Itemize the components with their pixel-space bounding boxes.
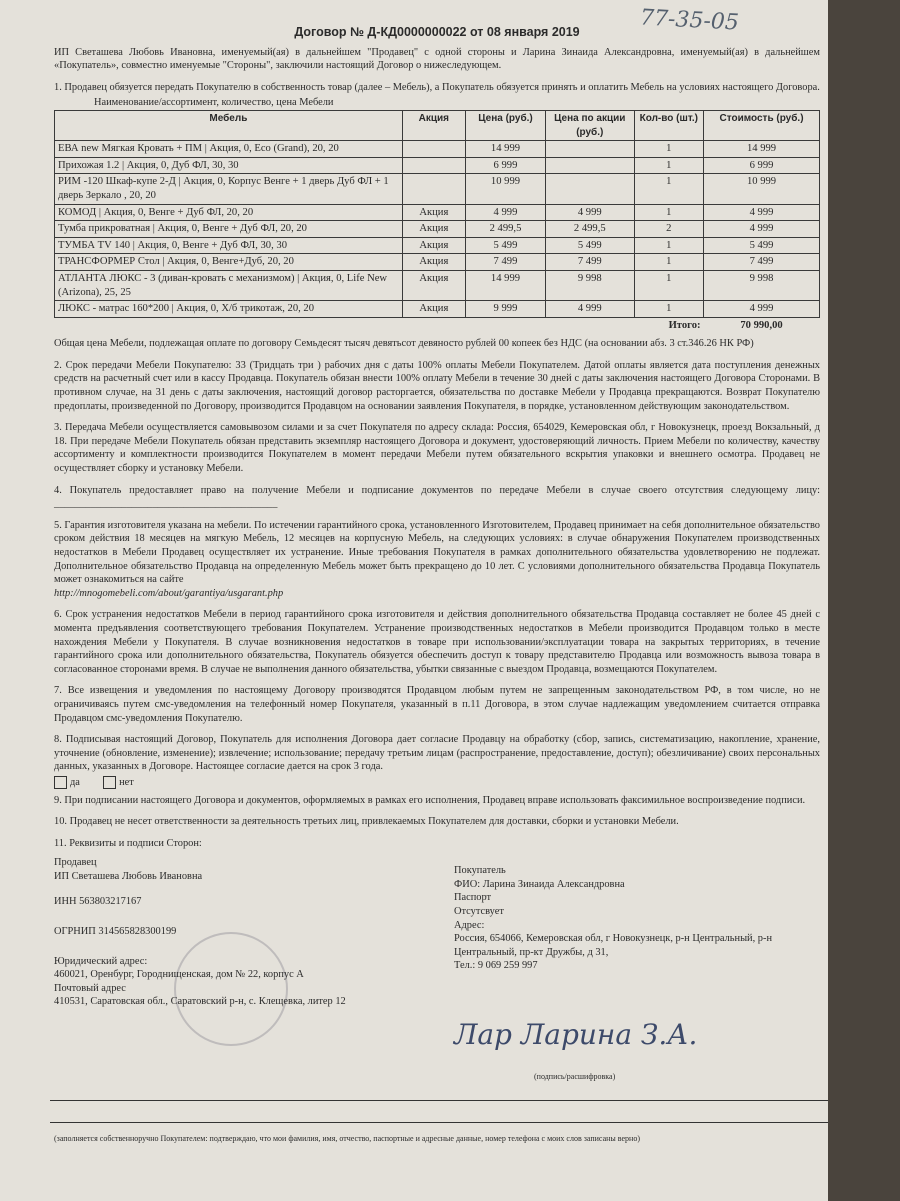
cell-cost: 4 999	[704, 221, 820, 238]
contract-body	[54, 20, 820, 1156]
table-row	[55, 141, 820, 158]
seller-postal-label: Почтовый адрес	[54, 982, 126, 994]
col-header-promo: Акция	[402, 110, 465, 140]
seller-inn: ИНН 563803217167	[54, 896, 142, 908]
table-row	[55, 174, 820, 204]
consent-no-checkbox[interactable]	[103, 776, 116, 789]
cell-promo	[402, 174, 465, 204]
col-header-cost: Стоимость (руб.)	[704, 110, 820, 140]
clause-9: 9. При подписании настоящего Договора и документов, оформляемых в рамках его исполнения, Продавец вправе использовать факсимильное воспроизведение подписи.	[54, 794, 806, 806]
cell-promo-price: 9 998	[546, 270, 635, 300]
cell-promo-price: 7 499	[546, 254, 635, 271]
seller-ogrnip: ОГРНИП 314565828300199	[54, 926, 177, 938]
table-row	[55, 204, 820, 221]
clause-4: 4. Покупатель предоставляет право на получение Мебели и подписание документов по передаче Мебели в случае своего отсутствия следующему лицу: ___________________________________________	[54, 484, 820, 510]
cell-cost: 14 999	[704, 141, 820, 158]
cell-promo	[402, 157, 465, 174]
cell-qty: 1	[634, 270, 704, 300]
cell-promo: Акция	[402, 221, 465, 238]
table-row	[55, 301, 820, 318]
cell-promo-price	[546, 141, 635, 158]
table-row	[55, 270, 820, 300]
clause-5-text: 5. Гарантия изготовителя указана на мебели. По истечении гарантийного срока, установленного Изготовителем, Продавец принимает на себя дополнительное обязательство сроком действия 18 месяцев на мягкую Мебель, 12 месяцев на корпусную Мебель, на следующих условиях: в случае обнаружения Покупателем производственных недостатков в Мебели Продавец осуществляет их устранение. Иные требования Покупателя в рамках дополнительного обязательства удовлетворению не подлежат. Дополнительное обязательство Продавца на определенную Мебель может быть прекращено до 10 лет. С условиями дополнительного обязательства Продавца Покупатель может ознакомиться на сайте	[54, 519, 820, 586]
total-label: Итого:	[668, 319, 701, 331]
buyer-label: Покупатель	[454, 865, 506, 877]
cell-cost: 6 999	[704, 157, 820, 174]
col-header-qty: Кол-во (шт.)	[634, 110, 704, 140]
cell-qty: 1	[634, 254, 704, 271]
seller-legal-label: Юридический адрес:	[54, 955, 148, 967]
cell-qty: 1	[634, 237, 704, 254]
consent-yes-checkbox[interactable]	[54, 776, 67, 789]
cell-cost: 7 499	[704, 254, 820, 271]
cell-furniture: ТРАНСФОРМЕР Стол | Акция, 0, Венге+Дуб, 20, 20	[55, 254, 403, 271]
table-row	[55, 221, 820, 238]
cell-price: 5 499	[465, 237, 545, 254]
handwritten-note: 77-35-05	[639, 5, 740, 36]
clause-1: 1. Продавец обязуется передать Покупателю в собственность товар (далее – Мебель), а Покупатель обязуется принять и оплатить Мебель на условиях настоящего Договора.	[54, 81, 820, 93]
cell-furniture: Прихожая 1.2 | Акция, 0, Дуб ФЛ, 30, 30	[55, 157, 403, 174]
background-fabric	[828, 0, 900, 1201]
consent-options	[54, 776, 820, 790]
footer-note: (заполняется собственноручно Покупателем: подтверждаю, что мои фамилия, имя, отчество, паспортные и адресные данные, номер телефона с моих слов записаны верно)	[54, 1134, 640, 1144]
buyer-passport-value: Отсутсвует	[454, 906, 504, 918]
consent-no-label: нет	[119, 776, 134, 788]
clause-5-link[interactable]: http://mnogomebeli.com/about/garantiya/usgarant.php	[54, 587, 284, 599]
cell-promo-price: 2 499,5	[546, 221, 635, 238]
table-row	[55, 237, 820, 254]
clause-10: 10. Продавец не несет ответственности за деятельность третьих лиц, привлекаемых Покупателем для доставки, сборки и установки Мебели.	[54, 816, 679, 828]
col-header-promo-price: Цена по акции (руб.)	[546, 110, 635, 140]
buyer-details	[454, 864, 814, 1082]
buyer-phone: Тел.: 9 069 259 997	[454, 960, 538, 972]
buyer-signature: Лар Ларина З.А.	[454, 1018, 698, 1052]
seller-name: ИП Светашева Любовь Ивановна	[54, 870, 203, 882]
cell-cost: 9 998	[704, 270, 820, 300]
cell-qty: 1	[634, 301, 704, 318]
cell-furniture: КОМОД | Акция, 0, Венге + Дуб ФЛ, 20, 20	[55, 204, 403, 221]
signature-caption: (подпись/расшифровка)	[534, 1072, 616, 1082]
cell-price: 2 499,5	[465, 221, 545, 238]
cell-promo-price	[546, 157, 635, 174]
cell-promo-price: 4 999	[546, 301, 635, 318]
col-header-price: Цена (руб.)	[465, 110, 545, 140]
contract-title: Договор № Д-КД0000000022 от 08 января 2019	[294, 25, 580, 39]
cell-promo-price	[546, 174, 635, 204]
cell-cost: 10 999	[704, 174, 820, 204]
cell-promo: Акция	[402, 237, 465, 254]
col-header-furniture: Мебель	[55, 110, 403, 140]
table-row	[55, 254, 820, 271]
signatures-area	[54, 856, 820, 1096]
total-row	[55, 317, 820, 333]
cell-cost: 4 999	[704, 301, 820, 318]
cell-promo: Акция	[402, 254, 465, 271]
cell-promo-price: 5 499	[546, 237, 635, 254]
consent-yes-label: да	[70, 776, 80, 788]
table-caption: Наименование/ассортимент, количество, цена Мебели	[94, 97, 334, 109]
seller-legal-address: 460021, Оренбург, Городнищенская, дом № 22, корпус А	[54, 969, 304, 981]
cell-qty: 2	[634, 221, 704, 238]
cell-price: 6 999	[465, 157, 545, 174]
cell-qty: 1	[634, 157, 704, 174]
cell-qty: 1	[634, 141, 704, 158]
cell-price: 9 999	[465, 301, 545, 318]
cell-promo: Акция	[402, 301, 465, 318]
cell-furniture: ТУМБА TV 140 | Акция, 0, Венге + Дуб ФЛ, 30, 30	[55, 237, 403, 254]
cell-price: 7 499	[465, 254, 545, 271]
cell-price: 14 999	[465, 141, 545, 158]
buyer-address-label: Адрес:	[454, 919, 485, 931]
clause-7: 7. Все извещения и уведомления по настоящему Договору производятся Продавцом любым путем не запрещенным законодательством РФ, в том числе, но не ограничиваясь путем смс-уведомления на телефонный номер Покупателя, указанный в п.11 Договора, в этом случае надлежащим уведомлением считается отправка Продавцом смс-уведомления Покупателю.	[54, 685, 820, 724]
cell-price: 14 999	[465, 270, 545, 300]
clause-11: 11. Реквизиты и подписи Сторон:	[54, 837, 202, 849]
clause-8: 8. Подписывая настоящий Договор, Покупатель для исполнения Договора дает согласие Продавцу на обработку (сбор, запись, систематизацию, накопление, хранение, уточнение (обновление, изменение); извлечение; использование; передачу третьим лицам (распространение, предоставление, доступ); обезличивание) своих персональных данных, указанных в Договоре. Настоящее согласие дается на срок 3 года.	[54, 734, 820, 773]
cell-cost: 5 499	[704, 237, 820, 254]
cell-furniture: ЛЮКС - матрас 160*200 | Акция, 0, Х/б трикотаж, 20, 20	[55, 301, 403, 318]
seller-details	[54, 856, 394, 1009]
cell-furniture: ЕВА new Мягкая Кровать + ПМ | Акция, 0, Eco (Grand), 20, 20	[55, 141, 403, 158]
cell-price: 4 999	[465, 204, 545, 221]
cell-price: 10 999	[465, 174, 545, 204]
seller-label: Продавец	[54, 857, 97, 869]
total-words: Общая цена Мебели, подлежащая оплате по договору Семьдесят тысяч девятьсот девяносто рублей 00 копеек без НДС (на основании абз. 3 ст.346.26 НК РФ)	[54, 338, 754, 350]
clause-3: 3. Передача Мебели осуществляется самовывозом силами и за счет Покупателя по адресу склада: Россия, 654029, Кемеровская обл, г Новокузнецк, проезд Вокзальный, д 18. При передаче Мебели Покупатель обязан представить экземпляр настоящего Договора и документ, удостоверяющий личность. Прием Мебели по количеству, качеству ассортименту и комплектности производится Покупателем в момент передачи Мебели путем обязательного вскрытия упаковки и внешнего осмотра. Продавец не осуществляет сборку и установку Мебели.	[54, 422, 820, 475]
cell-promo: Акция	[402, 270, 465, 300]
buyer-fio: ФИО: Ларина Зинаида Александровна	[454, 878, 625, 890]
cell-furniture: РИМ -120 Шкаф-купе 2-Д | Акция, 0, Корпус Венге + 1 дверь Дуб ФЛ + 1 дверь Зеркало , 20, 20	[55, 174, 403, 204]
cell-qty: 1	[634, 174, 704, 204]
cell-promo: Акция	[402, 204, 465, 221]
buyer-passport-label: Паспорт	[454, 892, 492, 904]
contract-intro: ИП Светашева Любовь Ивановна, именуемый(ая) в дальнейшем "Продавец" с одной стороны и Ларина Зинаида Александровна, именуемый(ая) в дальнейшем «Покупатель», совместно именуемые "Стороны", заключили настоящий Договор о нижеследующем.	[54, 46, 820, 72]
cell-furniture: АТЛАНТА ЛЮКС - 3 (диван-кровать с механизмом) | Акция, 0, Life New (Arizona), 25, 25	[55, 270, 403, 300]
divider-line-2	[50, 1122, 828, 1123]
cell-promo	[402, 141, 465, 158]
clause-2: 2. Срок передачи Мебели Покупателю: 33 (Тридцать три ) рабочих дня с даты 100% оплаты Мебели Покупателем. Датой оплаты является дата поступления денежных средств на расчетный счет или в кассу Продавца. Покупатель обязан внести 100% оплату Мебели в течение 30 дней с даты заключения настоящего Договора Сторонами. В противном случае, на 31 день с даты заключения, настоящий договор расторгается, обязательства по доставке Мебели у Продавца прекращаются. Возврат Покупателю предоплаты, произведенной по Договору, производится Продавцом на основании заявления Покупателя, в порядке, установленном действующим законодательством.	[54, 359, 820, 412]
seller-postal-address: 410531, Саратовская обл., Саратовский р-н, с. Клещевка, литер 12	[54, 996, 346, 1008]
table-header-row	[55, 110, 820, 140]
cell-cost: 4 999	[704, 204, 820, 221]
divider-line-1	[50, 1100, 828, 1101]
clause-5	[54, 519, 820, 587]
furniture-table	[54, 110, 820, 333]
cell-promo-price: 4 999	[546, 204, 635, 221]
total-value: 70 990,00	[740, 319, 783, 331]
table-row	[55, 157, 820, 174]
cell-furniture: Тумба прикроватная | Акция, 0, Венге + Дуб ФЛ, 20, 20	[55, 221, 403, 238]
clause-6: 6. Срок устранения недостатков Мебели в период гарантийного срока изготовителя и действия дополнительного обязательства Продавца составляет не более 45 дней с момента предъявления соответствующего требования Покупателем. Устранение производственных недостатков в Мебели производится Продавцом только в месте нахождения Мебели у Покупателя. В случае возникновения недостатков в товаре при использовании/эксплуатации товара на закрытых территориях, в течение гарантийного срока или дополнительного обязательства, Покупатель обязуется обеспечить доступ к товару представителю Продавца или возможность вывоза товара в согласованное сторонами время. В случае не выполнения данного обязательства, убытки связанные с выездом Продавца, возмещаются Покупателем.	[54, 609, 820, 675]
cell-qty: 1	[634, 204, 704, 221]
buyer-address: Россия, 654066, Кемеровская обл, г Новокузнецк, р-н Центральный, р-н Центральный, пр-кт Дружбы, д 31,	[454, 933, 773, 958]
